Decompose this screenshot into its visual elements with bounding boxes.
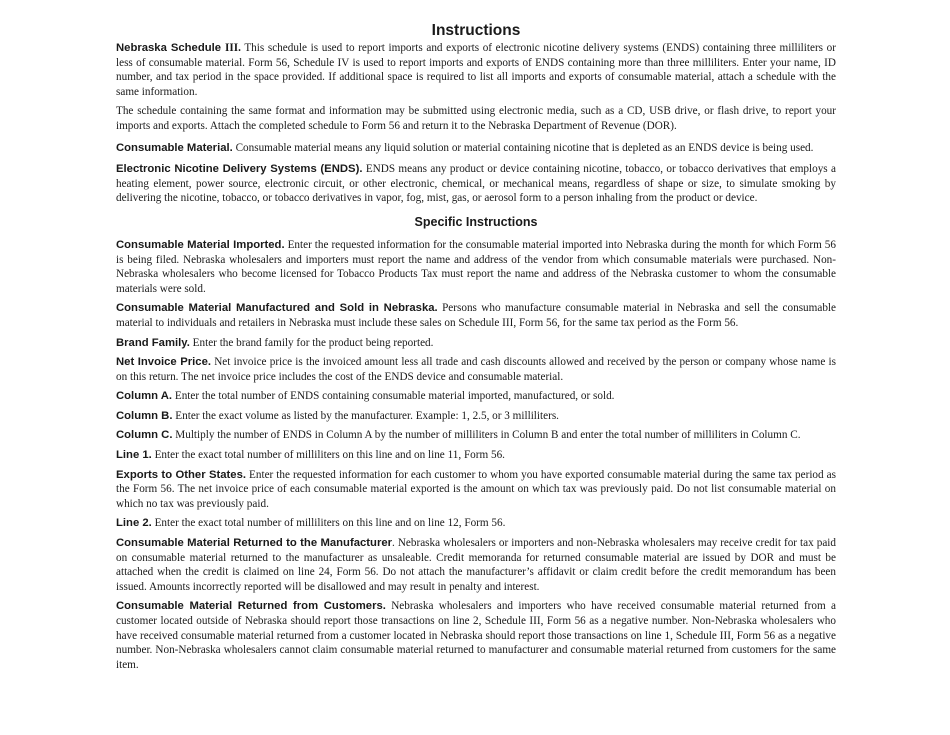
definition-text: Consumable material means any liquid solution or material containing nicotine that is depleted as an ENDS device is being used. <box>232 141 814 154</box>
section-returned-from-customers <box>116 599 836 672</box>
definition-consumable-material <box>116 141 836 156</box>
section-term: Consumable Material Imported. <box>116 238 285 251</box>
intro-heading: Nebraska Schedule <box>116 42 226 54</box>
intro-paragraph <box>116 41 836 99</box>
intro-heading-numeral: III. <box>225 42 241 54</box>
section-brand-family <box>116 336 836 351</box>
definition-text: ENDS means any product or device containing nicotine, tobacco, or tobacco derivatives that employs a heating element, power source, electronic circuit, or other electronic, chemical, or mechanical means, regardless of shape or size, to simulate smoking by delivering the nicotine, tobacco, or tobacco derivatives in vapor, fog, mist, gas, or aerosol form to a person inhaling from the product or device. <box>116 163 836 205</box>
instructions-page <box>116 22 836 677</box>
section-text: Enter the total number of ENDS containing consumable material imported, manufactured, or sold. <box>172 390 615 403</box>
section-text: Nebraska wholesalers and importers who have received consumable material returned from a customer located outside of Nebraska should report those transactions on line 2, Schedule III, Form 56 as a negative number. Non-Nebraska wholesalers who have received consumable material returned from a customer located in Nebraska should report those transactions on line 1, Schedule III, Form 56 as a negative number. Non-Nebraska wholesalers cannot claim consumable material returned to manufacturer and consumable material returned from customers for the same item. <box>116 600 836 671</box>
section-text: Enter the exact total number of milliliters on this line and on line 12, Form 56. <box>151 517 506 530</box>
section-text: Enter the exact total number of milliliters on this line and on line 11, Form 56. <box>151 449 505 462</box>
definition-ends <box>116 162 836 206</box>
definition-term: Consumable Material. <box>116 141 233 154</box>
section-term: Column C. <box>116 429 173 442</box>
section-text: . Nebraska wholesalers or importers and non-Nebraska wholesalers may receive credit for tax paid on consumable material returned to the manufacturer as unsaleable. Credit memoranda for returned consumable material are issued by DOR and must be attached when the credit is claimed on line 24, Form 56. Do not attach the manufacturer’s affidavit or claim credit before the credit memorandum has been issued. Amounts incorrectly reported will be disallowed and may result in penalty and interest. <box>116 537 836 593</box>
section-text: Enter the exact volume as listed by the manufacturer. Example: 1, 2.5, or 3 milliliters. <box>172 409 559 422</box>
section-exports-other-states <box>116 468 836 512</box>
section-term: Net Invoice Price. <box>116 356 212 369</box>
section-text: Multiply the number of ENDS in Column A by the number of milliliters in Column B and enter the total number of milliliters in Column C. <box>172 429 801 442</box>
section-line-2 <box>116 516 836 531</box>
section-line-1 <box>116 448 836 463</box>
section-net-invoice-price <box>116 355 836 384</box>
section-text: Enter the requested information for the consumable material imported into Nebraska during the month for which Form 56 is being filed. Nebraska wholesalers and importers must report the name and address of the vendor from which consumable materials were purchased. Non-Nebraska wholesalers who become licensed for Tobacco Products Tax must report the name and address of the Nebraska customer to whom the consumable materials were sold. <box>116 238 836 295</box>
definition-term: Electronic Nicotine Delivery Systems (ENDS). <box>116 163 363 176</box>
electronic-media-paragraph: The schedule containing the same format and information may be submitted using electronic media, such as a CD, USB drive, or flash drive, to report your imports and exports. Attach the completed schedule to Form 56 and return it to the Nebraska Department of Revenue (DOR). <box>116 105 836 132</box>
section-column-b <box>116 409 836 424</box>
section-term: Brand Family. <box>116 336 190 349</box>
section-text: Enter the requested information for each customer to whom you have exported consumable material during the same tax period as the Form 56. The net invoice price of each consumable material exported is the amount on which tax was previously paid. Do not list consumable material on which no tax was previously paid. <box>116 468 836 510</box>
section-term: Column A. <box>116 390 173 403</box>
section-manufactured-sold <box>116 301 836 330</box>
intro-text: This schedule is used to report imports and exports of electronic nicotine delivery systems (ENDS) containing three milliliters or less of consumable material. Form 56, Schedule IV is used to report imports and exports of ENDS containing more than three milliliters. Enter your name, ID number, and tax period in the space provided. If additional space is required to list all imports and exports of consumable material, attach a schedule with the same information. <box>116 42 836 98</box>
section-term: Exports to Other States. <box>116 468 247 481</box>
section-term: Consumable Material Manufactured and Sold in Nebraska. <box>116 302 438 315</box>
section-text: Enter the brand family for the product being reported. <box>189 336 434 349</box>
section-term: Line 1. <box>116 449 152 462</box>
section-term: Line 2. <box>116 517 152 530</box>
section-text: Persons who manufacture consumable material in Nebraska and sell the consumable material to individuals and retailers in Nebraska must include these sales on Schedule III, Form 56, for the same tax period as the Form 56. <box>116 302 836 329</box>
section-term: Consumable Material Returned from Customers. <box>116 600 386 613</box>
section-column-a <box>116 389 836 404</box>
page-title: Instructions <box>431 22 521 39</box>
section-returned-to-manufacturer <box>116 536 836 594</box>
section-column-c <box>116 428 836 443</box>
specific-instructions-title: Specific Instructions <box>414 214 538 229</box>
section-term: Column B. <box>116 409 173 422</box>
section-term: Consumable Material Returned to the Manufacturer <box>116 537 393 550</box>
section-text: Net invoice price is the invoiced amount less all trade and cash discounts allowed and received by the person or company whose name is on this return. The net invoice price includes the cost of the ENDS device and consumable material. <box>116 356 836 383</box>
section-consumable-material-imported <box>116 238 836 296</box>
